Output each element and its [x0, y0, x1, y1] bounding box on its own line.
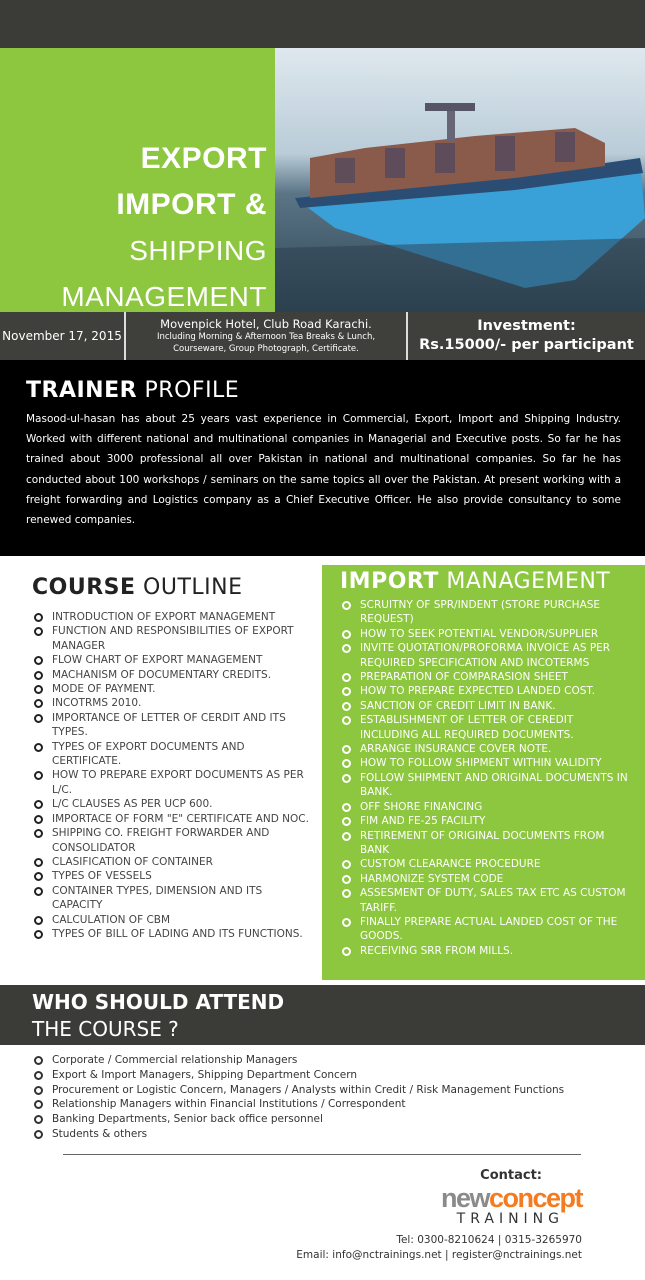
list-item: Corporate / Commercial relationship Managers: [32, 1053, 564, 1068]
investment-label: Investment:: [477, 318, 576, 334]
attend-heading: WHO SHOULD ATTEND: [32, 990, 285, 1014]
list-item: TYPES OF BILL OF LADING AND ITS FUNCTIONS.: [32, 927, 314, 941]
list-item: SANCTION OF CREDIT LIMIT IN BANK.: [340, 699, 635, 713]
venue-name: Movenpick Hotel, Club Road Karachi.: [160, 317, 372, 331]
event-venue: [126, 312, 408, 360]
import-list: [340, 598, 635, 958]
list-item: CALCULATION OF CBM: [32, 913, 314, 927]
list-item: HOW TO PREPARE EXPORT DOCUMENTS AS PER L/C.: [32, 768, 314, 797]
list-item: FOLLOW SHIPMENT AND ORIGINAL DOCUMENTS IN BANK.: [340, 771, 635, 800]
top-bar: [0, 0, 645, 48]
list-item: FUNCTION AND RESPONSIBILITIES OF EXPORT MANAGER: [32, 624, 314, 653]
heading-bold: TRAINER: [26, 378, 138, 403]
heading-bold: IMPORT: [340, 569, 439, 594]
title-line: EXPORT: [140, 142, 267, 175]
list-item: CONTAINER TYPES, DIMENSION AND ITS CAPACITY: [32, 884, 314, 913]
trainer-heading: [26, 378, 621, 403]
heading-rest: OUTLINE: [135, 575, 243, 600]
import-management: [322, 565, 645, 980]
list-item: TYPES OF EXPORT DOCUMENTS AND CERTIFICATE.: [32, 740, 314, 769]
list-item: HOW TO FOLLOW SHIPMENT WITHIN VALIDITY: [340, 756, 635, 770]
list-item: INCOTRMS 2010.: [32, 696, 314, 710]
trainer-profile: [0, 360, 645, 556]
list-item: Export & Import Managers, Shipping Department Concern: [32, 1068, 564, 1083]
list-item: ARRANGE INSURANCE COVER NOTE.: [340, 742, 635, 756]
logo-new: new: [440, 1183, 489, 1213]
investment: [408, 312, 645, 360]
list-item: INVITE QUOTATION/PROFORMA INVOICE AS PER REQUIRED SPECIFICATION AND INCOTERMS: [340, 641, 635, 670]
newconcept-logo: [282, 1185, 582, 1211]
includes-text: Including Morning & Afternoon Tea Breaks & Lunch,: [156, 332, 376, 342]
hero-title: [0, 48, 275, 312]
list-item: PREPARATION OF COMPARASION SHEET: [340, 670, 635, 684]
list-item: MODE OF PAYMENT.: [32, 682, 314, 696]
title-line: IMPORT &: [116, 188, 267, 221]
contact-email: Email: info@nctrainings.net | register@nctrainings.net: [296, 1249, 582, 1261]
list-item: L/C CLAUSES AS PER UCP 600.: [32, 797, 314, 811]
cargo-ship-image: [275, 48, 645, 312]
list-item: MACHANISM OF DOCUMENTARY CREDITS.: [32, 668, 314, 682]
list-item: INTRODUCTION OF EXPORT MANAGEMENT: [32, 610, 314, 624]
list-item: FIM AND FE-25 FACILITY: [340, 814, 635, 828]
divider: [63, 1154, 581, 1155]
event-date: November 17, 2015: [0, 312, 126, 360]
contact-block: [282, 1168, 582, 1263]
import-heading: [340, 569, 645, 594]
attend-subheading: THE COURSE ?: [32, 1017, 179, 1041]
list-item: IMPORTACE OF FORM "E" CERTIFICATE AND NOC.: [32, 812, 314, 826]
list-item: RECEIVING SRR FROM MILLS.: [340, 944, 635, 958]
list-item: ESTABLISHMENT OF LETTER OF CEREDIT INCLUDING ALL REQUIRED DOCUMENTS.: [340, 713, 635, 742]
course-outline: [0, 565, 322, 980]
list-item: FLOW CHART OF EXPORT MANAGEMENT: [32, 653, 314, 667]
list-item: ASSESMENT OF DUTY, SALES TAX ETC AS CUSTOM TARIFF.: [340, 886, 635, 915]
list-item: HOW TO SEEK POTENTIAL VENDOR/SUPPLIER: [340, 627, 635, 641]
heading-bold: COURSE: [32, 575, 136, 600]
list-item: TYPES OF VESSELS: [32, 869, 314, 883]
includes-text: Courseware, Group Photograph, Certificate.: [173, 344, 359, 354]
outline-heading: [32, 575, 322, 600]
event-info-bar: [0, 312, 645, 360]
list-item: HOW TO PREPARE EXPECTED LANDED COST.: [340, 684, 635, 698]
investment-value: Rs.15000/- per participant: [419, 337, 634, 353]
heading-rest: MANAGEMENT: [438, 569, 611, 594]
list-item: FINALLY PREPARE ACTUAL LANDED COST OF THE GOODS.: [340, 915, 635, 944]
title-line: SHIPPING: [129, 235, 267, 266]
list-item: IMPORTANCE OF LETTER OF CERDIT AND ITS TYPES.: [32, 711, 314, 740]
logo-concept: concept: [488, 1183, 582, 1213]
list-item: SCRUITNY OF SPR/INDENT (STORE PURCHASE REQUEST): [340, 598, 635, 627]
trainer-bio: Masood-ul-hasan has about 25 years vast experience in Commercial, Export, Import and Shipping Industry. Worked with different national and multinational companies in Managerial and Executive posts. So far he has trained about 3000 professional all over Pakistan in national and multinational companies. So far he has conducted about 100 workshops / seminars on the same topics all over the Pakistan. At present working with a freight forwarding and Logistics company as a Chief Executive Officer. He also provide consultancy to some renewed companies.: [26, 413, 621, 527]
title-line: MANAGEMENT: [61, 281, 267, 312]
list-item: CUSTOM CLEARANCE PROCEDURE: [340, 857, 635, 871]
attend-list: [32, 1053, 564, 1142]
contact-label: Contact:: [480, 1168, 542, 1183]
list-item: RETIREMENT OF ORIGINAL DOCUMENTS FROM BANK: [340, 829, 635, 858]
list-item: Procurement or Logistic Concern, Managers / Analysts within Credit / Risk Management Functions: [32, 1083, 564, 1098]
list-item: Banking Departments, Senior back office personnel: [32, 1112, 564, 1127]
who-should-attend-banner: [0, 985, 645, 1045]
list-item: SHIPPING CO. FREIGHT FORWARDER AND CONSOLIDATOR: [32, 826, 314, 855]
list-item: Students & others: [32, 1127, 564, 1142]
list-item: Relationship Managers within Financial Institutions / Correspondent: [32, 1097, 564, 1112]
list-item: OFF SHORE FINANCING: [340, 800, 635, 814]
contact-phone: Tel: 0300-8210624 | 0315-3265970: [396, 1234, 582, 1246]
list-item: HARMONIZE SYSTEM CODE: [340, 872, 635, 886]
outline-list: [32, 610, 314, 941]
heading-rest: PROFILE: [137, 378, 240, 403]
list-item: CLASIFICATION OF CONTAINER: [32, 855, 314, 869]
logo-training: TRAINING: [456, 1211, 564, 1227]
